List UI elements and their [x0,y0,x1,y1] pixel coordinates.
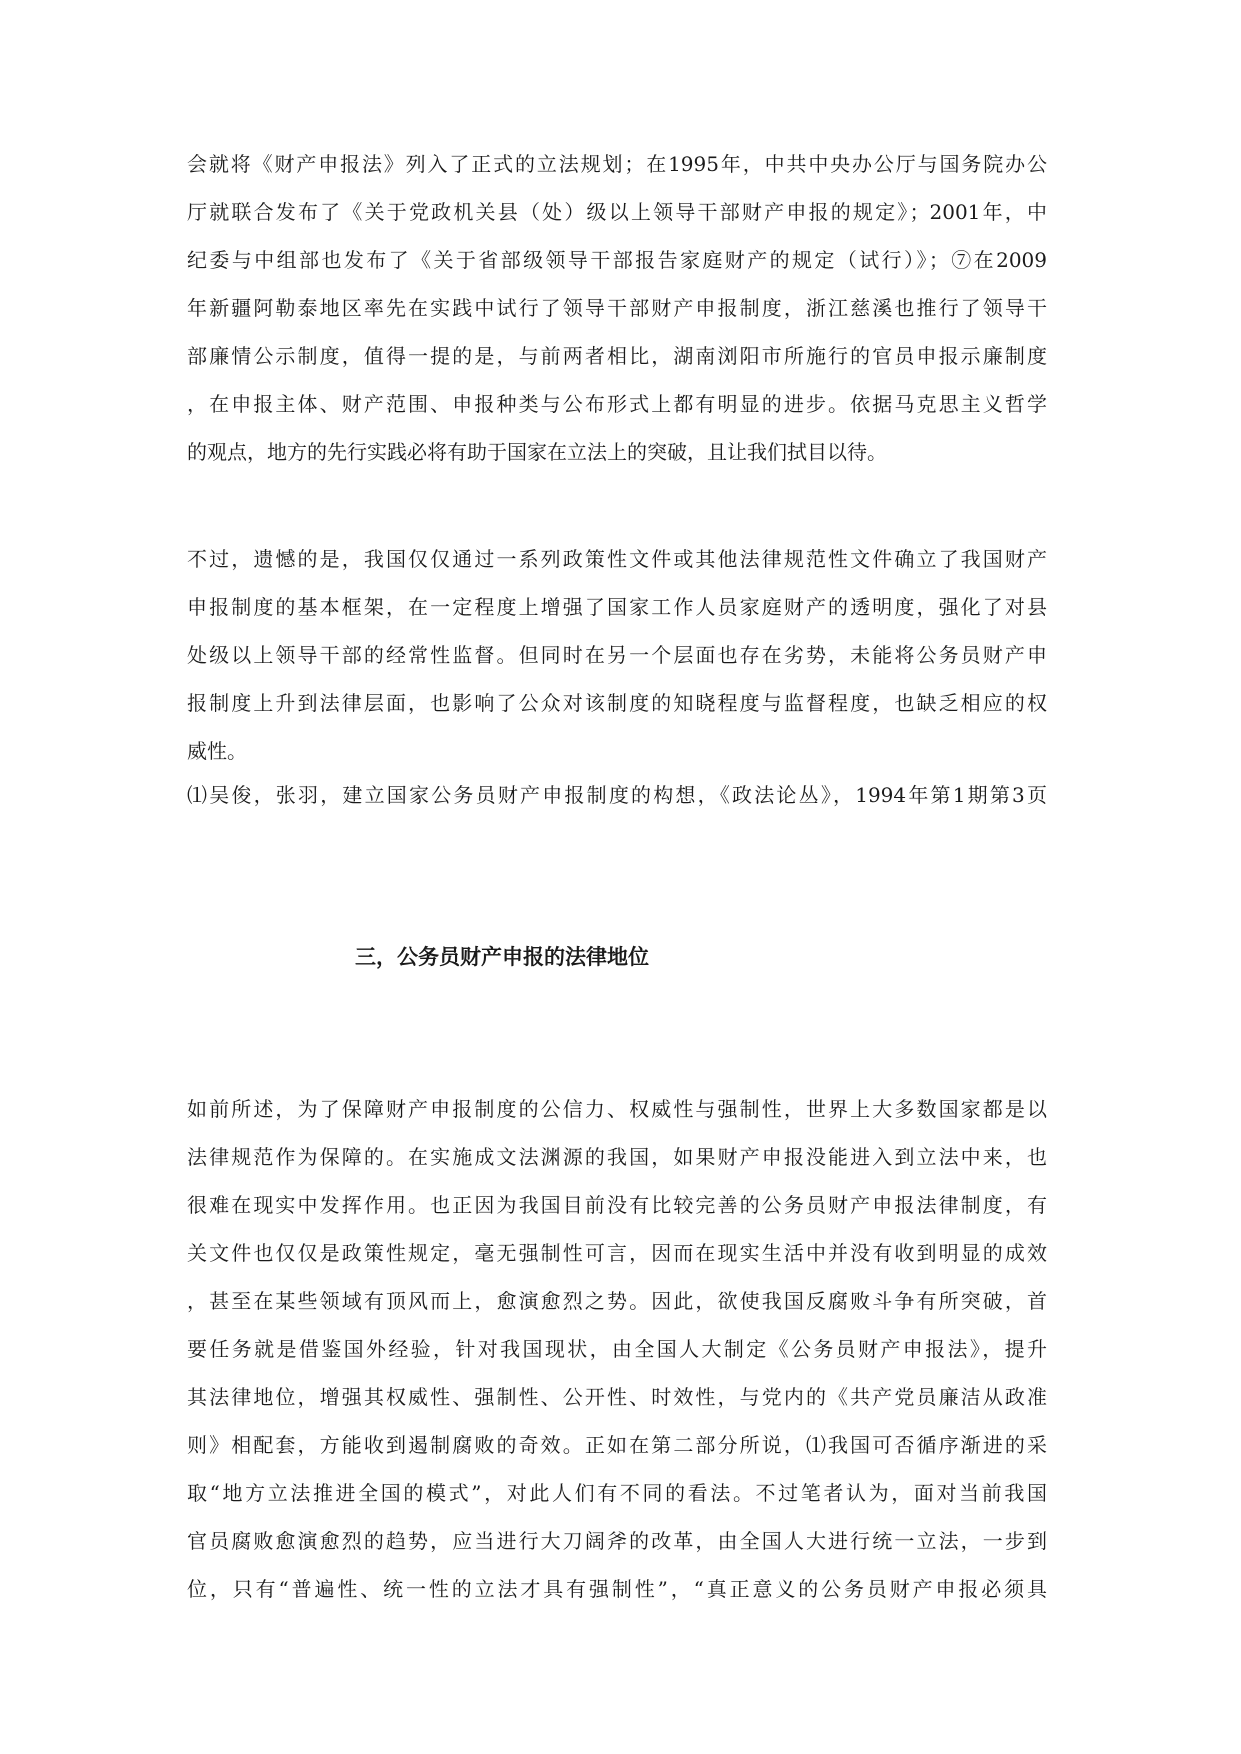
paragraph-3-line: 官员腐败愈演愈烈的趋势，应当进行大刀阔斧的改革，由全国人大进行统一立法，一步到 [187,1529,1047,1553]
paragraph-1-line: 厅就联合发布了《关于党政机关县（处）级以上领导干部财产申报的规定》；2001年，中 [187,200,1047,224]
paragraph-3-line: ，甚至在某些领域有顶风而上，愈演愈烈之势。因此，欲使我国反腐败斗争有所突破，首 [187,1289,1047,1313]
paragraph-3-line: 如前所述，为了保障财产申报制度的公信力、权威性与强制性，世界上大多数国家都是以 [187,1097,1047,1121]
footnote [187,775,1047,815]
paragraph-2-line: 不过，遗憾的是，我国仅仅通过一系列政策性文件或其他法律规范性文件确立了我国财产 [187,547,1047,571]
paragraph-1-line: 纪委与中组部也发布了《关于省部级领导干部报告家庭财产的规定（试行）》；⑦在2009 [187,248,1047,272]
paragraph-1 [187,140,1047,476]
paragraph-3-line: 要任务就是借鉴国外经验，针对我国现状，由全国人大制定《公务员财产申报法》，提升 [187,1337,1047,1361]
paragraph-1-line: 年新疆阿勒泰地区率先在实践中试行了领导干部财产申报制度，浙江慈溪也推行了领导干 [187,296,1047,320]
paragraph-3-line: 其法律地位，增强其权威性、强制性、公开性、时效性，与党内的《共产党员廉洁从政准 [187,1385,1047,1409]
paragraph-1-line: 部廉情公示制度，值得一提的是，与前两者相比，湖南浏阳市所施行的官员申报示廉制度 [187,344,1047,368]
paragraph-3-line: 法律规范作为保障的。在实施成文法渊源的我国，如果财产申报没能进入到立法中来，也 [187,1145,1047,1169]
paragraph-2-line: 处级以上领导干部的经常性监督。但同时在另一个层面也存在劣势，未能将公务员财产申 [187,643,1047,667]
section-heading: 三，公务员财产申报的法律地位 [355,945,649,969]
paragraph-1-line: 的观点，地方的先行实践必将有助于国家在立法上的突破，且让我们拭目以待。 [187,440,887,464]
paragraph-2-line: 威性。 [187,739,247,763]
paragraph-3-line: 关文件也仅仅是政策性规定，毫无强制性可言，因而在现实生活中并没有收到明显的成效 [187,1241,1047,1265]
paragraph-2-line: 报制度上升到法律层面，也影响了公众对该制度的知晓程度与监督程度，也缺乏相应的权 [187,691,1047,715]
paragraph-3-line: 很难在现实中发挥作用。也正因为我国目前没有比较完善的公务员财产申报法律制度，有 [187,1193,1047,1217]
paragraph-1-line: ，在申报主体、财产范围、申报种类与公布形式上都有明显的进步。依据马克思主义哲学 [187,392,1047,416]
paragraph-2-line: 申报制度的基本框架，在一定程度上增强了国家工作人员家庭财产的透明度，强化了对县 [187,595,1047,619]
paragraph-2 [187,535,1047,775]
paragraph-3-line: 则》相配套，方能收到遏制腐败的奇效。正如在第二部分所说，⑴我国可否循序渐进的采 [187,1433,1047,1457]
footnote-text: ⑴吴俊，张羽，建立国家公务员财产申报制度的构想，《政法论丛》，1994年第1期第3页 [187,783,1047,807]
paragraph-3 [187,1085,1047,1613]
paragraph-1-line: 会就将《财产申报法》列入了正式的立法规划；在1995年，中共中央办公厅与国务院办公 [187,152,1047,176]
paragraph-3-line: 位，只有“普遍性、统一性的立法才具有强制性”，“真正意义的公务员财产申报必须具 [187,1577,1047,1601]
paragraph-3-line: 取“地方立法推进全国的模式”，对此人们有不同的看法。不过笔者认为，面对当前我国 [187,1481,1047,1505]
